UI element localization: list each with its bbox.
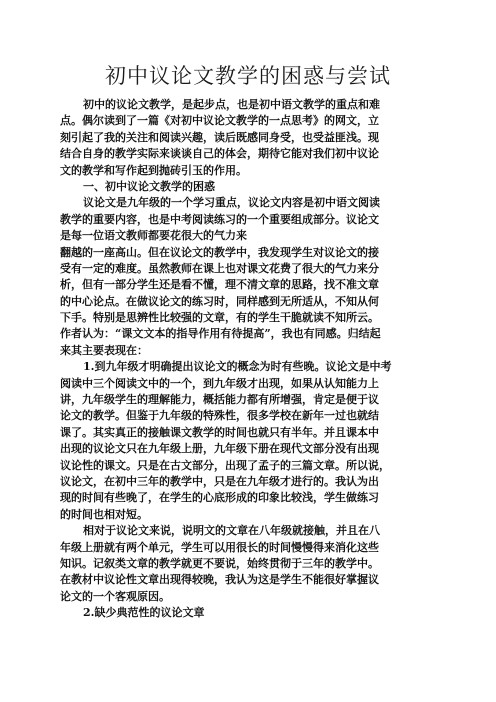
document-body [60, 97, 438, 622]
text-line: 刻引起了我的关注和阅读兴趣，读后既感同身受，也受益匪浅。现 [60, 130, 379, 144]
list-item-heading: 1.到九年级才明确提出议论文的概念为时有些晚。议论文是中考 [83, 360, 392, 374]
text-line: 下手。特别是思辨性比较强的文章，有的学生干脆就读不知所云。 [60, 311, 379, 325]
text-line: 的时间也相对短。 [60, 507, 148, 521]
text-line: 议论文是九年级的一个学习重点，议论文内容是初中语文阅读 [83, 196, 380, 210]
section-heading: 一、初中议论文教学的困惑 [83, 179, 215, 193]
text-line: 教学的重要内容，也是中考阅读练习的一个重要组成部分。议论文 [60, 212, 379, 226]
text-line: 阅读中三个阅读文中的一个，到九年级才出现，如果从认知能力上 [60, 376, 379, 390]
text-line: 的中心论点。在做议论文的练习时，同样感到无所适从，不知从何 [60, 294, 379, 308]
text-line: 析，但有一部分学生还是看不懂，理不清文章的思路，找不准文章 [60, 278, 379, 292]
text-line: 年级上册就有两个单元，学生可以用很长的时间慢慢得来消化这些 [60, 540, 379, 554]
text-line: 受有一定的难度。虽然教师在课上也对课文花费了很大的气力来分 [60, 261, 379, 275]
text-line: 作者认为：“课文文本的指导作用有待提高”，我也有同感。归结起 [60, 327, 381, 341]
document-title: 初中议论文教学的困惑与尝试 [105, 64, 391, 88]
text-line: 点。偶尔读到了一篇《对初中议论文教学的一点思考》的网文，立 [60, 114, 379, 128]
text-line: 论文的一个客观原因。 [60, 589, 170, 603]
list-item-heading: 2.缺少典范性的议论文章 [83, 606, 205, 620]
text-line: 议论文，在初中三年的教学中，只是在九年级才进行的。我认为出 [60, 474, 379, 488]
text-line: 在教材中议论性文章出现得较晚，我认为这是学生不能很好掌握议 [60, 573, 379, 587]
text-line: 文的教学和写作起到抛砖引玉的作用。 [60, 163, 247, 177]
text-line: 课了。其实真正的接触课文教学的时间也就只有半年。并且课本中 [60, 425, 379, 439]
text-line: 现的时间有些晚了，在学生的心底形成的印象比较浅，学生做练习 [60, 491, 379, 505]
text-line: 是每一位语文教师都要花很大的气力来 [60, 229, 247, 243]
text-line: 结合自身的教学实际来谈谈自己的体会，期待它能对我们初中议论 [60, 147, 379, 161]
text-line: 出现的议论文只在九年级上册，九年级下册在现代文部分没有出现 [60, 442, 379, 456]
text-line: 知识。记叙类文章的教学就更不要说，始终贯彻于三年的教学中。 [60, 556, 379, 570]
text-line: 相对于议论文来说，说明文的文章在八年级就接触，并且在八 [83, 524, 380, 538]
text-line: 初中的议论文教学，是起步点，也是初中语文教学的重点和难 [83, 98, 380, 111]
text-line: 讲，九年级学生的理解能力，概括能力都有所增强，肯定是便于议 [60, 393, 379, 407]
text-line: 议论性的课文。只是在古文部分，出现了孟子的三篇文章。所以说， [60, 458, 390, 472]
text-line: 论文的教学。但鉴于九年级的特殊性，很多学校在新年一过也就结 [60, 409, 379, 423]
text-line: 来其主要表现在： [60, 343, 148, 357]
text-line: 翻越的一座高山。但在议论文的教学中，我发现学生对议论文的接 [60, 245, 379, 259]
